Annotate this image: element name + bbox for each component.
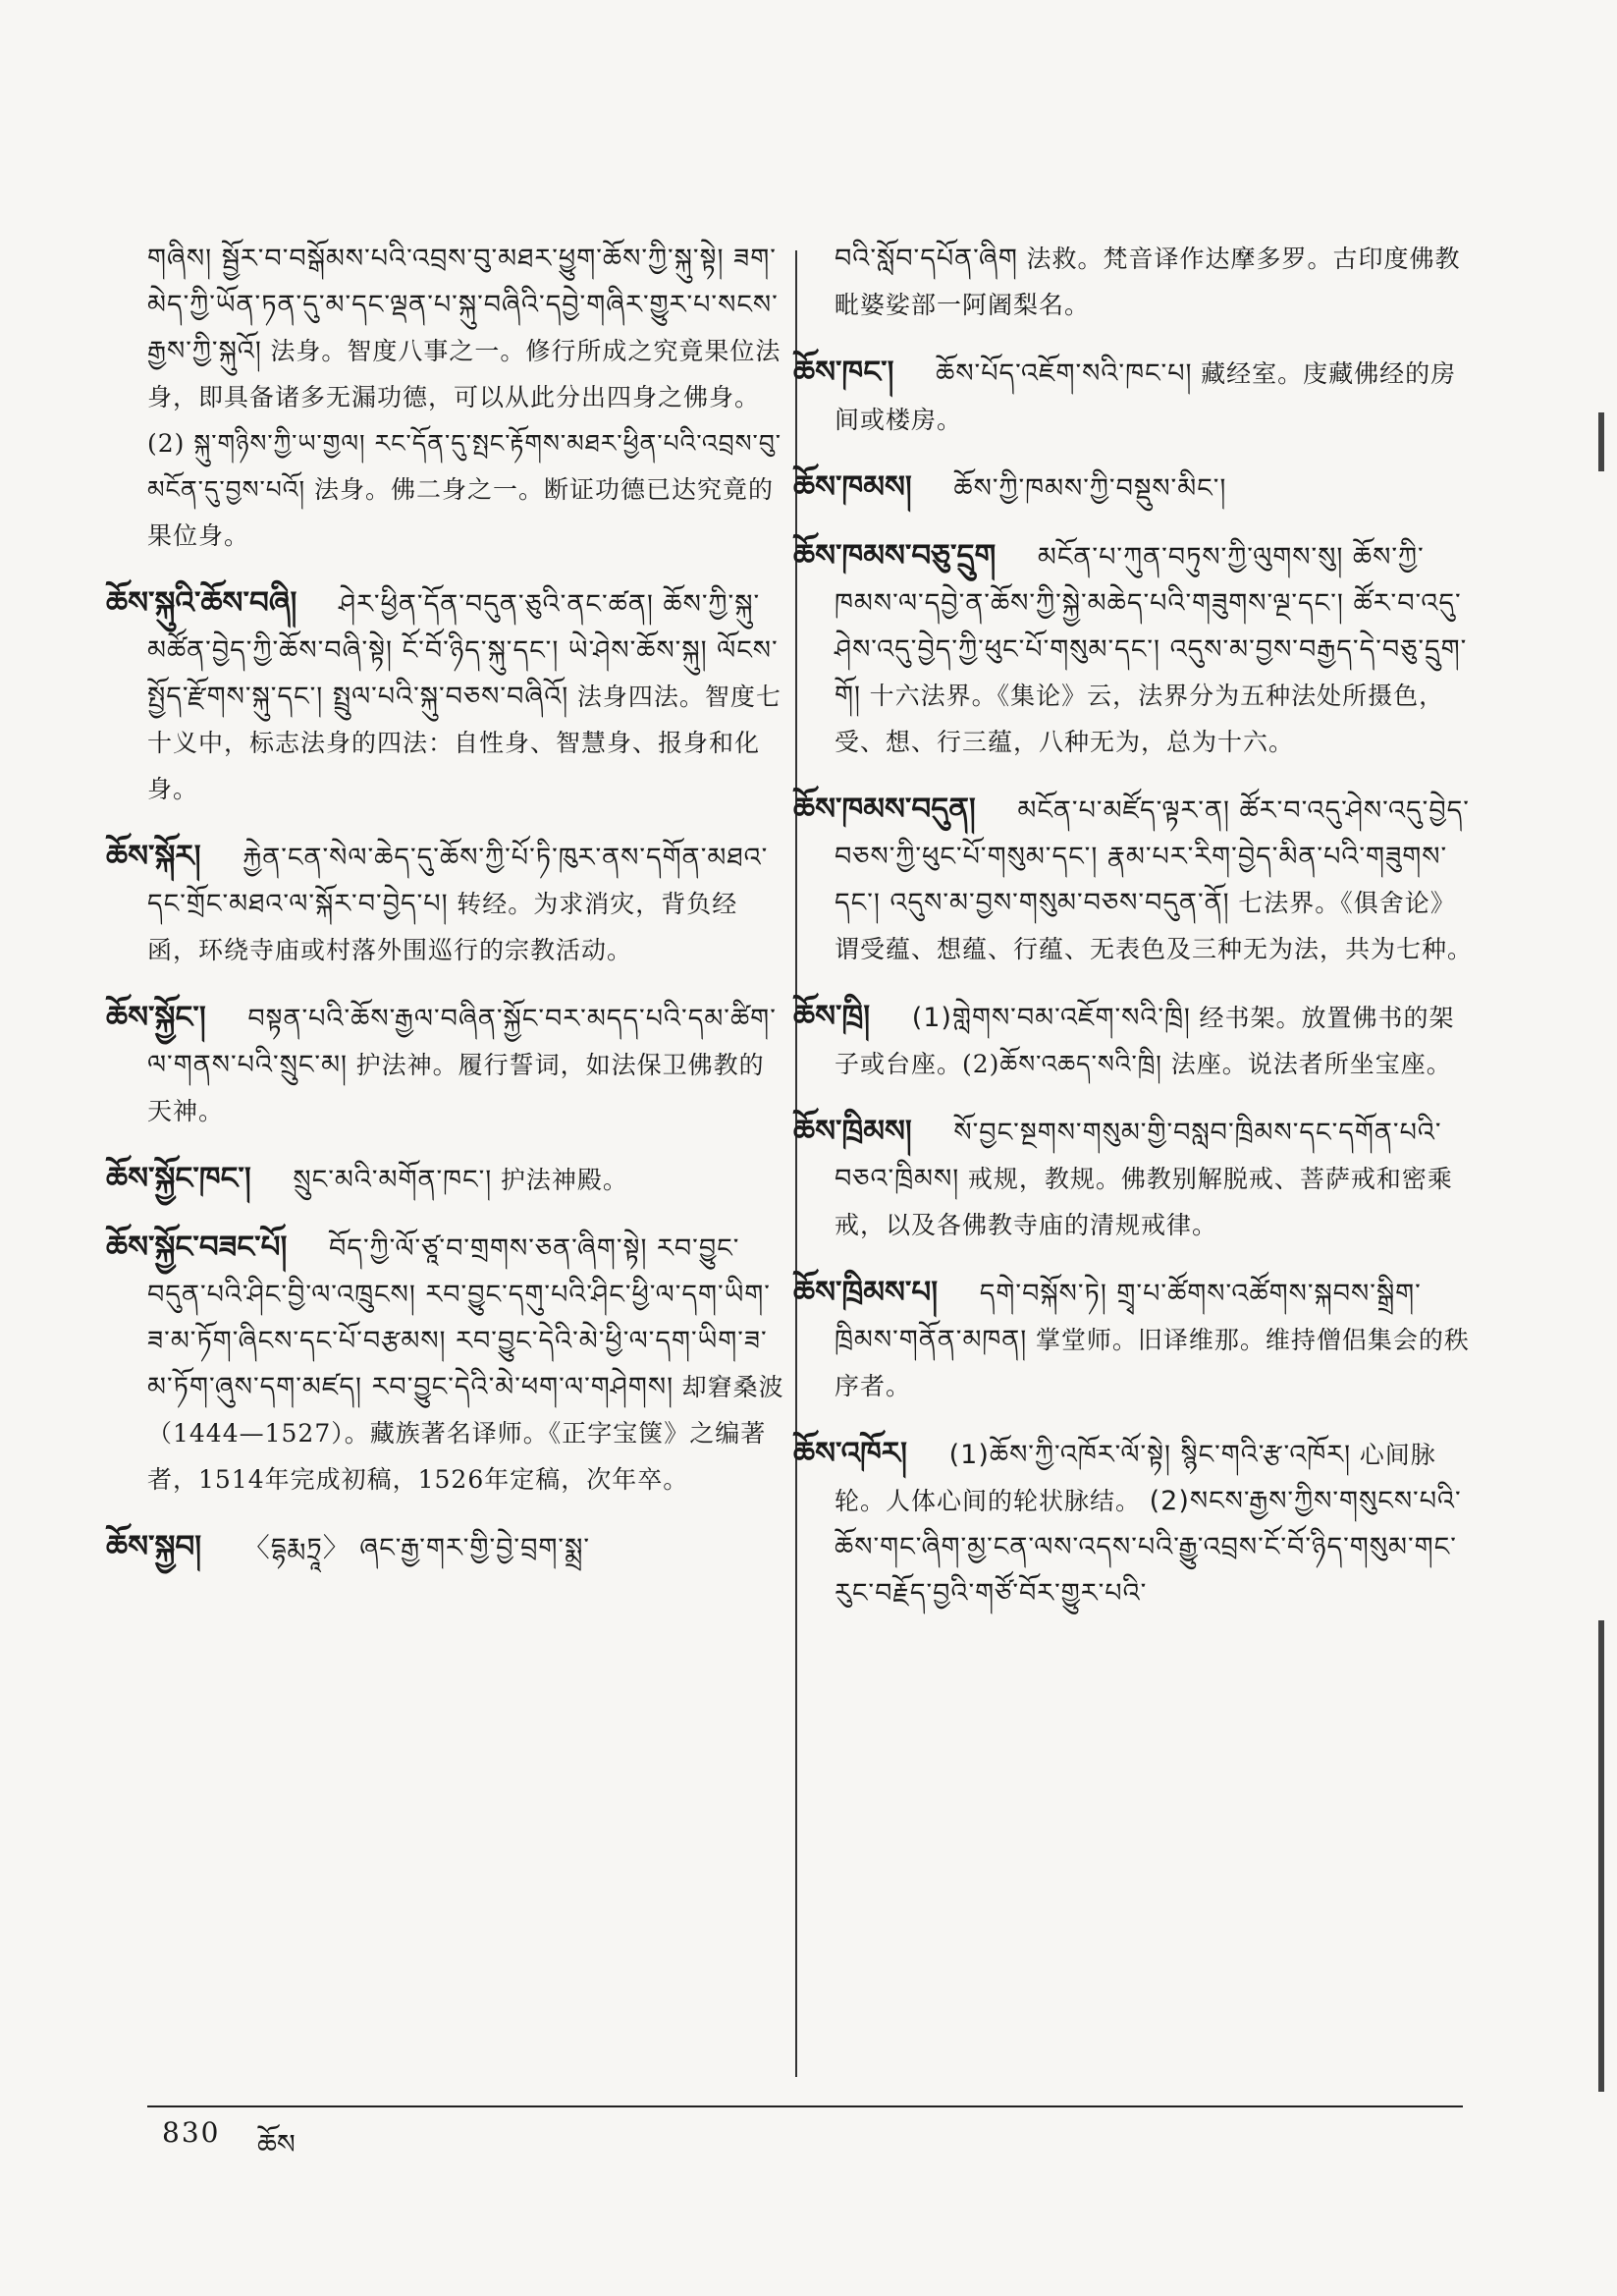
entry — [106, 580, 785, 812]
entry-headword: ཆོས་ཁྲིམས་པ། — [793, 1275, 939, 1310]
footer-rule — [147, 2105, 1463, 2107]
left-column — [106, 236, 785, 1593]
entry-headword: ཆོས་ཁམས། — [793, 469, 912, 505]
chinese-definition: 七法界。《俱舍论》谓受蕴、想蕴、行蕴、无表色及三种无为法，共为七种。 — [835, 889, 1474, 963]
entry — [793, 1431, 1473, 1616]
tibetan-definition: མངོན་པ་མཛོད་ལྟར་ན། ཚོར་བ་འདུ་ཤེས་འདུ་བྱེད་བཅས་ཀྱི་ཕུང་པོ་གསུམ་དང་། རྣམ་པར་རིག་བྱེད་མིན་པའི་གཟུགས་དང་། འདུས་མ་བྱས་གསུམ་བཅས་བདུན་ནོ། — [835, 795, 1470, 918]
tibetan-definition: བསྟན་པའི་ཆོས་རྒྱལ་བཞིན་སྐྱོང་བར་མདད་པའི་དམ་ཚིག་ལ་གནས་པའི་སྲུང་མ། — [147, 1004, 777, 1080]
entry — [793, 787, 1474, 972]
tibetan-definition: ཆོས་པོད་འཇོག་སའི་ཁང་པ། — [936, 358, 1193, 389]
entry — [106, 1156, 785, 1203]
chinese-definition: 法身。智度八事之一。修行所成之究竟果位法身，即具备诸多无漏功德，可以从此分出四身之佛身。(2) སྐུ་གཉིས་ཀྱི་ཡ་གྱལ། རང་དོན་དུ་སྤང་རྟོགས་མཐར་ཕྱིན་པའི་འབྲས་བུ་མངོན་དུ་བྱས་པའོ། 法身。佛二身之一。断证功德已达究竟的果位身。 — [147, 337, 782, 550]
chinese-definition: 转经。为求消灾，背负经函，环绕寺庙或村落外围巡行的宗教活动。 — [147, 890, 738, 964]
entry — [106, 1225, 785, 1503]
chinese-definition: 戒规，教规。佛教别解脱戒、菩萨戒和密乘戒，以及各佛教寺庙的清规戒律。 — [835, 1165, 1453, 1239]
entry-headword: ཆོས་ཁྲི། — [793, 999, 871, 1034]
entry-headword: ཆོས་འཁོར། — [793, 1436, 908, 1471]
tibetan-definition: 〈དྷརྨཏྲཱ〉 ཞང་རྒྱ་གར་གྱི་བྱེ་བྲག་སྨྲ་ — [243, 1533, 590, 1563]
chinese-definition: 却窘桑波（1444—1527）。藏族著名译师。《正字宝箧》之编著者，1514年完成初稿，1526年定稿，次年卒。 — [147, 1373, 784, 1494]
tibetan-definition: དགེ་བསྐོས་ཏེ། གྲྭ་པ་ཚོགས་འཚོགས་སྐབས་སྒྲིག་ཁྲིམས་གནོན་མཁན། — [835, 1279, 1422, 1355]
entry — [793, 1270, 1473, 1409]
entry — [793, 1109, 1473, 1248]
chinese-definition: 经书架。放置佛书的架子或台座。(2)ཆོས་འཆད་སའི་ཁྲི། 法座。说法者所坐宝座。 — [835, 1004, 1455, 1078]
entry — [793, 994, 1473, 1087]
tibetan-definition: (1)གླེགས་བམ་འཇོག་སའི་ཁྲི། — [911, 1003, 1191, 1033]
entry — [793, 350, 1473, 443]
entry-headword: ཆོས་སྐྱོང་། — [106, 1000, 206, 1035]
entry-headword: ཆོས་ཁྲིམས། — [793, 1114, 912, 1149]
entry-headword: ཆོས་སྐྱབ། — [106, 1529, 202, 1564]
entry-headword: ཆོས་སྐུའི་ཆོས་བཞི། — [106, 585, 297, 621]
entry — [106, 1524, 785, 1571]
chinese-definition: 法救。梵音译作达摩多罗。古印度佛教毗婆娑部一阿阇梨名。 — [835, 245, 1461, 319]
entry-headword: ཆོས་སྐྱོང་བཟང་པོ། — [106, 1230, 288, 1265]
entry — [106, 995, 785, 1134]
entry-continuation — [147, 236, 785, 559]
entry-headword: ཆོས་ཁང་། — [793, 355, 894, 390]
chinese-definition: 法身四法。智度七十义中，标志法身的四法：自性身、智慧身、报身和化身。 — [147, 683, 782, 803]
entry-headword: ཆོས་ཁམས་བཅུ་དྲུག — [793, 538, 997, 574]
tibetan-definition: ཆོས་ཀྱི་ཁམས་ཀྱི་བསྡུས་མིང་། — [953, 473, 1227, 504]
tibetan-definition: རྐྱེན་ངན་སེལ་ཆེད་དུ་ཆོས་ཀྱི་པོ་ཏི་ཁུར་ནས་དགོན་མཐའ་དང་གྲོང་མཐའ་ལ་སྐོར་བ་བྱེད་པ། — [147, 843, 769, 919]
page-edge-mark — [1598, 1620, 1604, 2092]
chinese-definition: 藏经室。庋藏佛经的房间或楼房。 — [835, 359, 1457, 434]
entry-headword: ཆོས་སྐོར། — [106, 839, 201, 874]
right-column — [793, 236, 1474, 1638]
chinese-definition: 掌堂师。旧译维那。维持僧侣集会的秩序者。 — [835, 1326, 1470, 1400]
page-edge-mark — [1598, 412, 1604, 471]
tibetan-definition: (1)ཆོས་ཀྱི་འཁོར་ལོ་སྟེ། སྙིང་གའི་རྩ་འཁོར། — [948, 1440, 1352, 1470]
chinese-definition: 护法神殿。 — [500, 1166, 628, 1194]
chinese-definition: 十六法界。《集论》云，法界分为五种法处所摄色，受、想、行三蕴，八种无为，总为十六。 — [835, 682, 1445, 756]
column-divider — [795, 250, 797, 2077]
chinese-definition: 心间脉轮。人体心间的轮状脉结。 — [835, 1441, 1436, 1515]
tibetan-definition: སྲུང་མའི་མགོན་ཁང་། — [293, 1165, 493, 1195]
tibetan-definition: གཞིས། སྦྱོར་བ་བསྒོམས་པའི་འབྲས་བུ་མཐར་ཕྱུག་ཆོས་ཀྱི་སྐུ་སྟེ། ཟག་མེད་ཀྱི་ཡོན་ཏན་དུ་མ་དང་ལྡན་པ་སྐུ་བཞིའི་དབྱེ་གཞིར་གྱུར་པ་སངས་རྒྱས་ཀྱི་སྐུའོ། — [147, 244, 779, 366]
entry — [106, 834, 785, 973]
entry-headword: ཆོས་སྐྱོང་ཁང་། — [106, 1161, 251, 1196]
entry-headword: ཆོས་ཁམས་བདུན། — [793, 792, 976, 827]
entry — [793, 465, 1473, 512]
tibetan-definition: བོད་ཀྱི་ལོ་ཙཱ་བ་གྲགས་ཅན་ཞིག་སྟེ། རབ་བྱུང་བདུན་པའི་ཤིང་བྱི་ལ་འཁྲུངས། རབ་བྱུང་དགུ་པའི་ཤིང་ཕྱི་ལ་དག་ཡིག་ཟ་མ་ཏོག་ཞིངས་དང་པོ་བརྩམས། རབ་བྱུང་དེའི་མེ་ཕྱི་ལ་དག་ཡིག་ཟ་མ་ཏོག་ཞུས་དག་མཛད། རབ་བྱུང་དེའི་མེ་ཕག་ལ་གཤེགས། — [147, 1233, 771, 1402]
tibetan-definition: ཤེར་ཕྱིན་དོན་བདུན་ཅུའི་ནང་ཚན། ཆོས་ཀྱི་སྐུ་མཚོན་བྱེད་ཀྱི་ཆོས་བཞི་སྟེ། ངོ་བོ་ཉིད་སྐུ་དང་། ཡེ་ཤེས་ཆོས་སྐུ། ལོངས་སྤྱོད་རྫོགས་སྐུ་དང་། སྤྲུལ་པའི་སྐུ་བཅས་བཞིའོ། — [147, 589, 779, 712]
entry-continuation — [835, 236, 1473, 328]
entry — [793, 533, 1473, 765]
chinese-definition: 护法神。履行誓词，如法保卫佛教的天神。 — [147, 1051, 765, 1125]
running-head: ཆོས — [257, 2128, 296, 2160]
tibetan-definition: བའི་སློབ་དཔོན་ཞིག — [835, 244, 1018, 274]
tibetan-definition-extra: (2)སངས་རྒྱས་ཀྱིས་གསུངས་པའི་ཆོས་གང་ཞིག་མྱ་ངན་ལས་འདས་པའི་རྒྱུ་འབྲས་ངོ་བོ་ཉིད་གསུམ་གང་རུང་བརྗོད་བྱའི་གཙོ་བོར་གྱུར་པའི་ — [835, 1486, 1462, 1609]
page-number: 830 — [162, 2116, 221, 2149]
tibetan-definition: མངོན་པ་ཀུན་བཏུས་ཀྱི་ལུགས་སུ། ཆོས་ཀྱི་ཁམས་ལ་དབྱེ་ན་ཆོས་ཀྱི་སྐྱེ་མཆེད་པའི་གཟུགས་ལྔ་དང་། ཚོར་བ་འདུ་ཤེས་འདུ་བྱེད་ཀྱི་ཕུང་པོ་གསུམ་དང་། འདུས་མ་བྱས་བརྒྱད་དེ་བཅུ་དྲུག་གོ། — [835, 542, 1468, 711]
tibetan-definition: སོ་བྱང་སྔགས་གསུམ་གྱི་བསླབ་ཁྲིམས་དང་དགོན་པའི་བཅའ་ཁྲིམས། — [835, 1118, 1442, 1194]
